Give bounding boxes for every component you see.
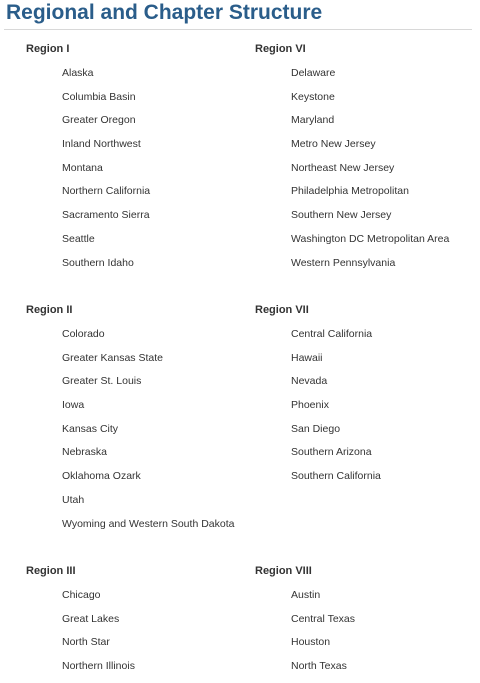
chapter-item: San Diego xyxy=(291,422,341,435)
chapter-item: Nebraska xyxy=(62,446,107,459)
region-heading: Region III xyxy=(26,565,76,577)
chapter-item: Southern California xyxy=(291,470,381,483)
chapter-item: Southern Arizona xyxy=(291,446,372,459)
chapter-item: Alaska xyxy=(62,67,94,79)
chapter-item: Washington DC Metropolitan Area xyxy=(291,232,450,245)
chapter-item: Central Texas xyxy=(291,612,356,625)
chapter-item: Kansas City xyxy=(62,422,119,435)
page-title: Regional and Chapter Structure xyxy=(6,1,323,24)
region-heading: Region VI xyxy=(255,43,306,55)
chapter-item: Houston xyxy=(291,636,331,649)
chapter-list xyxy=(62,327,234,540)
chapter-item: Greater St. Louis xyxy=(62,375,142,388)
chapter-item: Utah xyxy=(62,493,85,506)
chapter-list xyxy=(62,66,150,279)
chapter-item: Inland Northwest xyxy=(62,138,141,151)
chapter-list xyxy=(291,66,449,279)
chapter-item: Northern California xyxy=(62,185,151,198)
region-heading: Region VIII xyxy=(255,565,312,577)
chapter-item: Austin xyxy=(291,589,321,601)
region-heading: Region I xyxy=(26,43,70,55)
chapter-item: Chicago xyxy=(62,589,101,601)
chapter-item: Hawaii xyxy=(291,351,323,364)
chapter-item: Delaware xyxy=(291,67,336,79)
chapter-item: Phoenix xyxy=(291,399,329,412)
chapter-item: Oklahoma Ozark xyxy=(62,470,141,483)
chapter-list xyxy=(291,327,381,493)
chapter-item: Sacramento Sierra xyxy=(62,209,150,222)
chapter-item: North Star xyxy=(62,636,110,649)
region-heading: Region II xyxy=(26,304,73,316)
chapter-list xyxy=(291,588,355,683)
title-divider xyxy=(4,29,472,30)
chapter-item: Maryland xyxy=(291,114,335,127)
chapter-item: Seattle xyxy=(62,232,95,245)
chapter-item: Greater Oregon xyxy=(62,114,136,127)
chapter-item: Northern Illinois xyxy=(62,660,135,673)
chapter-item: Western Pennsylvania xyxy=(291,256,396,269)
chapter-item: Northeast New Jersey xyxy=(291,161,395,174)
chapter-item: North Texas xyxy=(291,660,347,673)
chapter-item: Colorado xyxy=(62,328,105,340)
chapter-item: Central California xyxy=(291,328,373,340)
chapter-item: Wyoming and Western South Dakota xyxy=(62,517,235,530)
chapter-item: Keystone xyxy=(291,90,335,103)
chapter-item: Greater Kansas State xyxy=(62,351,163,364)
chapter-item: Montana xyxy=(62,161,103,174)
chapter-item: Southern New Jersey xyxy=(291,209,392,222)
chapter-item: Columbia Basin xyxy=(62,90,136,103)
chapter-item: Metro New Jersey xyxy=(291,138,376,151)
chapter-item: Iowa xyxy=(62,399,85,412)
region-heading: Region VII xyxy=(255,304,309,316)
chapter-item: Great Lakes xyxy=(62,612,120,625)
chapter-item: Southern Idaho xyxy=(62,256,134,269)
chapter-item: Philadelphia Metropolitan xyxy=(291,185,409,198)
chapter-item: Nevada xyxy=(291,375,328,388)
chapter-list xyxy=(62,588,135,683)
